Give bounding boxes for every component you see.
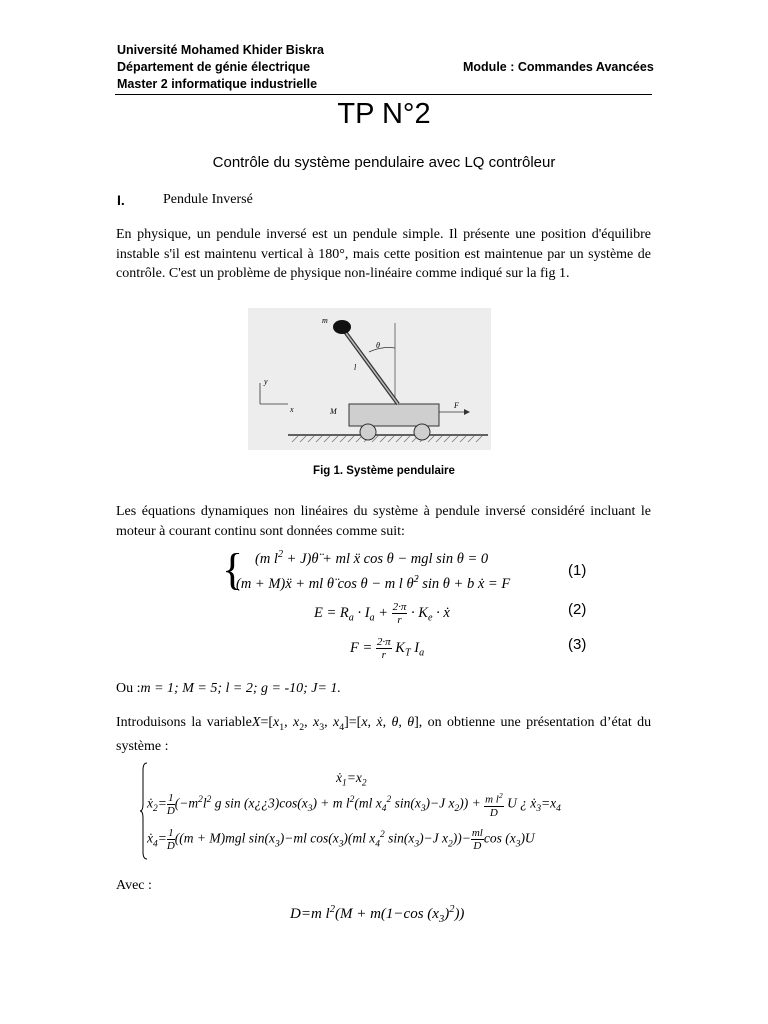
pendulum-mass <box>333 320 351 334</box>
page-title: TP N°2 <box>337 98 431 130</box>
state-paragraph: Introduisons la $variableX=[x_1$, $x_2$, $x_3$, $x_4]=[x$, ẋ, θ, θ̇], on obtienne une présentation d’état du système : <box>116 715 652 755</box>
length-label: l <box>354 363 357 372</box>
state-paragraph-after: , on obtienne une présentation d’état du système : <box>116 715 652 755</box>
equation-number-3: (3) <box>568 636 587 653</box>
parameters-prefix: Ou : <box>116 681 141 696</box>
section-number: I. <box>117 192 125 208</box>
mass-label-m: m <box>322 316 328 325</box>
program-name: Master 2 informatique industrielle <box>117 77 318 91</box>
cart-body <box>349 404 439 426</box>
section-title: Pendule Inversé <box>163 192 253 207</box>
cart-wheel-right <box>414 424 430 440</box>
force-label: F <box>454 401 459 410</box>
pendulum-figure <box>248 308 491 450</box>
state-equation-3: ẋ$_4$= $\frac{1}{D}$ ((m + M)mgl $\sin(x_3)-ml$ $\cos(x_3)(ml$ $x_4^2$ $\sin(x_3)-J$ $x_2))-$ $\frac{ml}{D}$ $\cos (x_3)U$ <box>147 827 535 852</box>
equation-2: $E = R_a \cdot I_a$ + $\frac{2\cdot\pi}{r}$ · $K_e$ · ẋ <box>314 601 450 626</box>
equation-3: F = $\frac{2\cdot\pi}{r}$ $K_T$ $I_a$ <box>350 636 425 661</box>
module-name: Module : Commandes Avancées <box>463 60 654 74</box>
y-axis-label: y <box>264 377 268 386</box>
page-subtitle: Contrôle du système pendulaire avec LQ contrôleur <box>212 154 556 171</box>
cart-mass-label: M <box>330 407 337 416</box>
state-equation-1: $ẋ_1=x_2$ <box>336 770 367 789</box>
equation-1-line-2: (m + M)ẍ + ml θ̈ cos θ − m l θ̇$^2$ sin θ + b ẋ = F <box>236 574 511 592</box>
intro-paragraph: En physique, un pendule inversé est un pendule simple. Il présente une position d'équilibre instable s'il est maintenu vertical à 180°, mais cette position est maintenue par un système de contrôle. C'est un problème de physique non-linéaire comme indiqué sur la fig 1. <box>116 227 651 282</box>
figure-caption: Fig 1. Système pendulaire <box>313 465 455 477</box>
cart-wheel-left <box>360 424 376 440</box>
x-axis-label: x <box>290 405 294 414</box>
university-name: Université Mohamed Khider Biskra <box>117 43 325 57</box>
equation-number-2: (2) <box>568 601 587 618</box>
header-divider <box>115 94 652 95</box>
parameters-values: m = 1; M = 5; l = 2; g = -10; J= 1. <box>140 681 341 696</box>
angle-label: θ <box>376 341 380 350</box>
avec-label: Avec : <box>116 878 152 893</box>
d-definition-equation: D=m $l^2(M + m(1-\cos$ $(x_3)^2$)) <box>290 904 465 925</box>
department-name: Département de génie électrique <box>117 60 311 74</box>
dynamics-paragraph: Les équations dynamiques non linéaires du système à pendule inversé considéré incluant le moteur à courant continu sont données comme suit: <box>116 504 651 539</box>
parameters-line <box>116 681 341 697</box>
state-equation-2: ẋ$_2$= $\frac{1}{D}$ ($-m^2l^2$ g $\sin (x¿¿3)\cos(x_3) + m$ $l^2(ml$ $x_4^2$ $\sin(x_3)-J$ $x_2$)) + $\frac{m l^2}{D}$ U ¿ $ẋ_3=x_4$ <box>147 791 561 819</box>
equation-1-line-1: (m $l^2$ + J)θ̈ + ml ẍ cos θ − mgl sin θ = 0 <box>255 549 489 567</box>
equation-number-1: (1) <box>568 562 587 579</box>
equation-1-brace: { <box>222 545 244 594</box>
state-paragraph-before: Introduisons la variable <box>116 715 252 730</box>
